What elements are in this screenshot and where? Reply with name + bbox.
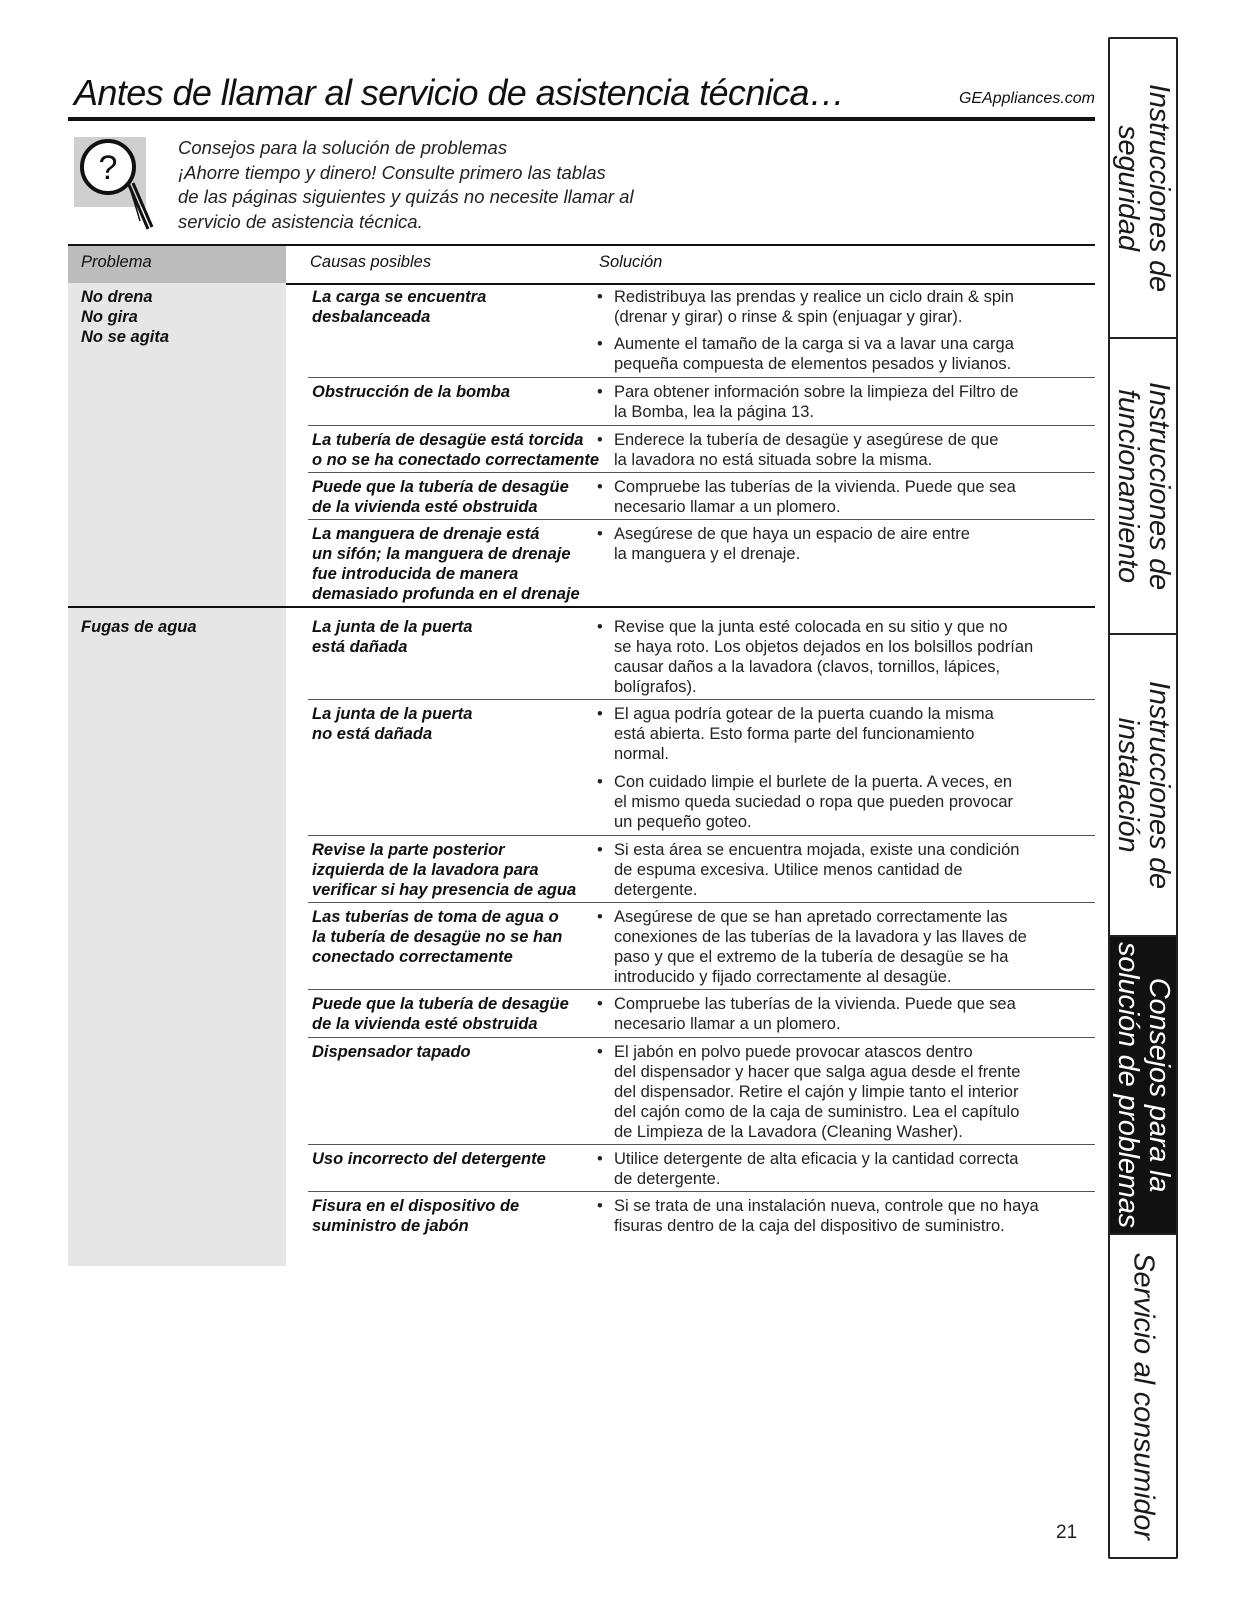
problem-line: No se agita [81,328,170,346]
cause-line: La manguera de drenaje está [312,525,540,543]
solution-line: se haya roto. Los objetos dejados en los bolsillos podrían [614,638,1034,656]
intro-line: ¡Ahorre tiempo y dinero! Consulte primero las tablas [178,161,606,183]
cause-cell [312,1196,607,1236]
solution-line: Si esta área se encuentra mojada, existe una condición [614,841,1020,859]
solution-line: Utilice detergente de alta eficacia y la cantidad correcta [614,1150,1019,1168]
cause-line: demasiado profunda en el drenaje [312,585,580,603]
bullet: • [597,908,603,926]
svg-text:?: ? [98,149,118,187]
tab-solucion-problemas[interactable] [1110,937,1176,1235]
solution-item [597,1042,1087,1142]
cause-line: desbalanceada [312,308,431,326]
row-divider [308,425,1095,426]
solution-item [597,524,1087,564]
cause-cell [312,1149,607,1169]
solution-line: necesario llamar a un plomero. [614,498,841,516]
cause-cell [312,477,607,517]
cause-line: Las tuberías de toma de agua o [312,908,559,926]
solution-line: Si se trata de una instalación nueva, controle que no haya [614,1197,1039,1215]
cause-line: un sifón; la manguera de drenaje [312,545,571,563]
cause-line: de la vivienda esté obstruida [312,1015,538,1033]
cause-line: Revise la parte posterior [312,841,505,859]
solution-line: de Limpieza de la Lavadora (Cleaning Washer). [614,1123,963,1141]
cause-cell [312,524,607,604]
row-divider [308,1191,1095,1192]
solution-line: El agua podría gotear de la puerta cuando la misma [614,705,994,723]
cause-cell [312,617,607,657]
title-divider [68,117,1095,121]
solution-line: Compruebe las tuberías de la vivienda. Puede que sea [614,478,1016,496]
cause-line: está dañada [312,638,408,656]
cause-line: izquierda de la lavadora para [312,861,539,879]
solution-line: Para obtener información sobre la limpieza del Filtro de [614,383,1019,401]
tab-label: Servicio al consumidor [1127,1252,1160,1540]
bullet: • [597,841,603,859]
solution-line: del cajón como de la caja de suministro. Lea el capítulo [614,1103,1020,1121]
cause-line: o no se ha conectado correctamente [312,451,600,469]
solution-line: Revise que la junta esté colocada en su sitio y que no [614,618,1008,636]
intro-line: de las páginas siguientes y quizás no necesite llamar al [178,186,634,207]
page-title: Antes de llamar al servicio de asistencia técnica… [74,72,845,113]
solution-line: normal. [614,745,670,763]
section-tabs [1108,37,1178,1559]
solution-line: Con cuidado limpie el burlete de la puerta. A veces, en [614,773,1013,791]
tab-label: Instrucciones de [1143,382,1175,590]
cause-line: no está dañada [312,725,433,743]
intro-line: servicio de asistencia técnica. [178,210,423,232]
problem-line: No drena [81,288,153,306]
solution-line: del dispensador y hacer que salga agua desde el frente [614,1063,1021,1081]
row-divider [308,472,1095,473]
solution-item [597,704,1087,764]
solution-item [597,477,1087,517]
solution-line: (drenar y girar) o rinse & spin (enjuagar y girar). [614,308,963,326]
tab-seguridad[interactable] [1110,39,1176,339]
solution-line: Enderece la tubería de desagüe y asegúrese de que [614,431,999,449]
solution-line: pequeña compuesta de elementos pesados y livianos. [614,355,1012,373]
cause-line: verificar si hay presencia de agua [312,881,577,899]
solution-line: el mismo queda suciedad o ropa que pueden provocar [614,793,1014,811]
solution-item [597,994,1087,1034]
solution-line: la Bomba, lea la página 13. [614,403,814,421]
bullet: • [597,1197,603,1215]
solution-item [597,772,1087,832]
solution-line: bolígrafos). [614,678,697,696]
row-divider [308,377,1095,378]
cause-cell [312,1042,607,1062]
cause-cell [312,907,607,967]
solution-item [597,1196,1087,1236]
problem-column-background [68,246,286,1266]
bullet: • [597,1043,603,1061]
bullet: • [597,773,603,791]
cause-cell [312,382,607,402]
cause-cell [312,287,607,327]
solution-line: la manguera y el drenaje. [614,545,801,563]
header-causes: Causas posibles [310,253,432,271]
cause-cell [312,704,607,744]
solution-line: paso y que el extremo de la tubería de desagüe se ha [614,948,1009,966]
solution-item [597,617,1087,697]
cause-cell [312,840,607,900]
solution-line: está abierta. Esto forma parte del funcionamiento [614,725,975,743]
row-divider [308,902,1095,903]
solution-line: Compruebe las tuberías de la vivienda. Puede que sea [614,995,1016,1013]
table-top-rule [68,244,1095,246]
bullet: • [597,335,603,353]
solution-line: causar daños a la lavadora (clavos, tornillos, lápices, [614,658,1001,676]
solution-line: Asegúrese de que haya un espacio de aire entre [614,525,970,543]
cause-line: La carga se encuentra [312,288,487,306]
tab-label: solución de problemas [1112,942,1144,1228]
cause-line: La junta de la puerta [312,705,473,723]
question-magnifier-icon [74,137,154,237]
solution-item [597,382,1087,422]
tab-label: Instrucciones de [1143,84,1175,292]
bullet: • [597,1150,603,1168]
group-divider [68,606,1095,608]
solution-line: conexiones de las tuberías de la lavadora y las llaves de [614,928,1027,946]
header-solution: Solución [599,253,663,271]
cause-line: Fisura en el dispositivo de [312,1197,520,1215]
bullet: • [597,478,603,496]
bullet: • [597,383,603,401]
cause-line: conectado correctamente [312,948,513,966]
solution-item [597,1149,1087,1189]
solution-line: Redistribuya las prendas y realice un ciclo drain & spin [614,288,1014,306]
solution-line: un pequeño goteo. [614,813,752,831]
bullet: • [597,525,603,543]
solution-line: de espuma excesiva. Utilice menos cantidad de [614,861,963,879]
tab-label: seguridad [1112,125,1144,251]
page-number: 21 [1056,1522,1078,1543]
bullet: • [597,705,603,723]
solution-item [597,430,1087,470]
solution-line: la lavadora no está situada sobre la misma. [614,451,933,469]
cause-line: suministro de jabón [312,1217,469,1235]
row-divider [308,1037,1095,1038]
tab-label: instalación [1112,717,1144,853]
cause-line: fue introducida de manera [312,565,519,583]
cause-line: Puede que la tubería de desagüe [312,478,569,496]
cause-cell [312,994,607,1034]
cause-line: La tubería de desagüe está torcida [312,431,584,449]
solution-line: Asegúrese de que se han apretado correctamente las [614,908,1008,926]
bullet: • [597,995,603,1013]
cause-line: Dispensador tapado [312,1043,471,1061]
row-divider [308,1144,1095,1145]
cause-line: La junta de la puerta [312,618,473,636]
solution-line: necesario llamar a un plomero. [614,1015,841,1033]
solution-item [597,334,1087,374]
table-header-rule [286,283,1095,285]
tab-label: funcionamiento [1112,389,1144,583]
solution-line: de detergente. [614,1170,721,1188]
cause-line: de la vivienda esté obstruida [312,498,538,516]
header-problem: Problema [81,253,152,271]
solution-line: detergente. [614,881,698,899]
tab-funcionamiento[interactable] [1110,339,1176,635]
intro-text [178,136,698,234]
solution-line: Aumente el tamaño de la carga si va a lavar una carga [614,335,1014,353]
tab-instalacion[interactable] [1110,635,1176,937]
problem-label [81,287,169,347]
solution-line: del dispensador. Retire el cajón y limpie tanto el interior [614,1083,1019,1101]
row-divider [308,835,1095,836]
bullet: • [597,618,603,636]
bullet: • [597,288,603,306]
row-divider [308,519,1095,520]
problem-line: Fugas de agua [81,618,197,636]
solution-line: El jabón en polvo puede provocar atascos dentro [614,1043,973,1061]
solution-line: introducido y fijado correctamente al desagüe. [614,968,952,986]
solution-item [597,907,1087,987]
intro-line: Consejos para la solución de problemas [178,137,508,158]
bullet: • [597,431,603,449]
cause-line: Puede que la tubería de desagüe [312,995,569,1013]
solution-item [597,840,1087,900]
row-divider [308,989,1095,990]
solution-line: fisuras dentro de la caja del dispositivo de suministro. [614,1217,1005,1235]
solution-item [597,287,1087,327]
cause-line: Uso incorrecto del detergente [312,1150,546,1168]
problem-label [81,617,197,637]
site-url[interactable]: GEAppliances.com [958,90,1095,107]
cause-cell [312,430,607,470]
cause-line: Obstrucción de la bomba [312,383,511,401]
tab-servicio-consumidor[interactable] [1110,1235,1176,1557]
problem-line: No gira [81,308,138,326]
cause-line: la tubería de desagüe no se han [312,928,563,946]
tab-label: Consejos para la [1143,977,1175,1193]
tab-label: Instrucciones de [1143,681,1175,889]
row-divider [308,699,1095,700]
